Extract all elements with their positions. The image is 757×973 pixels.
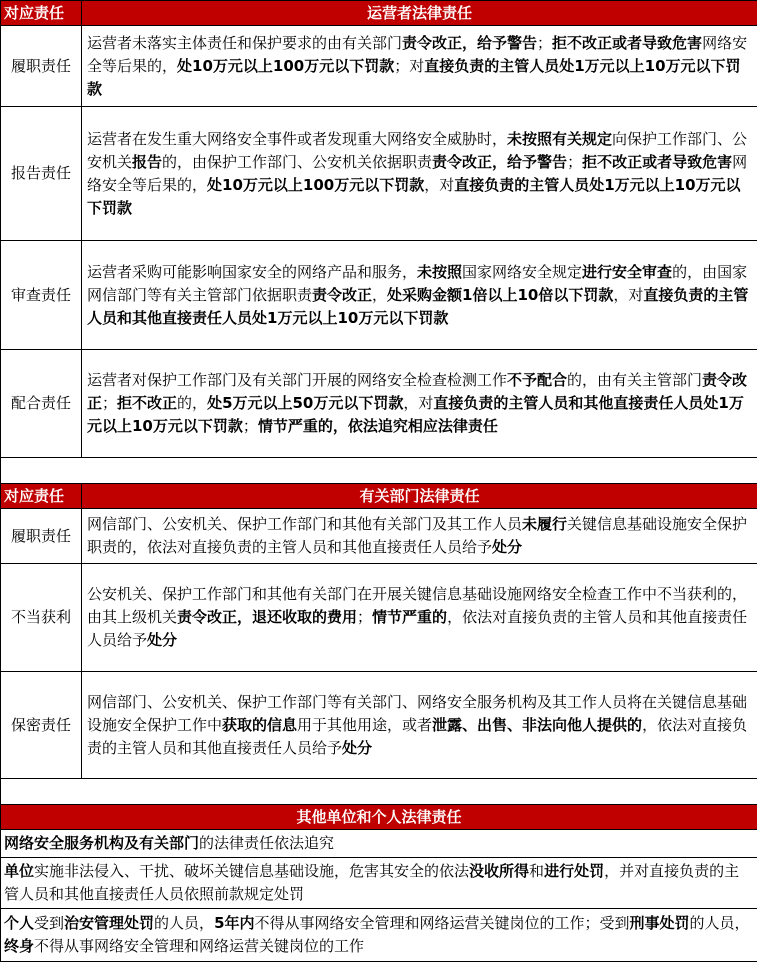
emphasis-text: 拒不改正 xyxy=(117,394,178,412)
spacer xyxy=(1,458,757,484)
row-label: 履职责任 xyxy=(1,509,82,564)
row-content xyxy=(82,241,757,350)
emphasis-text: 5年内 xyxy=(214,914,255,932)
emphasis-text: 报告 xyxy=(132,152,163,171)
body-text: 用于其他用途，或者 xyxy=(297,715,433,734)
body-text: 网络安全等后果的， xyxy=(87,33,748,75)
body-text: 公安机关、保护工作部门和其他有关部门在开展关键信息基础设施网络安全检查工作中不当获利的，由其上级机关 xyxy=(87,585,748,626)
emphasis-text: 进行处罚 xyxy=(544,862,605,880)
body-text: 网信部门、公安机关、保护工作部门等有关部门、网络安全服务机构及其工作人员将在关键信息基础设施安全保护工作中 xyxy=(87,692,748,734)
table-row xyxy=(1,241,757,350)
emphasis-text: 处5万元以上50万元以下罚款 xyxy=(207,394,404,412)
emphasis-text: 泄露、出售、非法向他人提供的 xyxy=(432,715,643,734)
emphasis-text: 不予配合 xyxy=(507,371,568,389)
row-content xyxy=(1,909,757,962)
body-text: 实施非法侵入、干扰、破坏关键信息基础设施，危害其安全的依法 xyxy=(34,862,470,880)
emphasis-text: 刑事处罚 xyxy=(629,914,690,932)
emphasis-text: 处采购金额1倍以上10倍以下罚款 xyxy=(387,285,614,304)
table-row xyxy=(1,564,757,672)
body-text: 的， xyxy=(177,394,208,412)
row-label: 保密责任 xyxy=(1,672,82,779)
emphasis-text: 未履行 xyxy=(522,515,568,533)
body-text: 不得从事网络安全管理和网络运营关键岗位的工作；受到 xyxy=(254,914,630,932)
emphasis-text: 单位 xyxy=(4,862,35,880)
body-text: ；对 xyxy=(394,56,425,75)
emphasis-text: 直接负责的主管人员和其他直接责任人员处1万元以上10万元以下罚款 xyxy=(87,394,744,435)
emphasis-text: 责令改正，退还收取的费用 xyxy=(177,608,358,626)
body-text: 运营者在发生重大网络安全事件或者发现重大网络安全威胁时， xyxy=(87,129,508,148)
emphasis-text: 情节严重的 xyxy=(372,608,448,626)
body-text: ，并对直接负责的主管人员和其他直接责任人员依照前款规定处罚 xyxy=(4,862,740,903)
emphasis-text: 处10万元以上100万元以下罚款 xyxy=(177,56,395,75)
body-text: 关键信息基础设施安全保护职责的，依法对直接负责的主管人员和其他直接责任人员给予 xyxy=(87,515,748,556)
table-row xyxy=(1,858,757,909)
emphasis-text: 拒不改正或者导致危害 xyxy=(552,33,703,52)
row-label: 审查责任 xyxy=(1,241,82,350)
body-text: 的法律责任依法追究 xyxy=(199,834,335,852)
emphasis-text: 直接负责的主管人员处1万元以上10万元以下罚款 xyxy=(87,56,741,98)
emphasis-text: 未按照 xyxy=(417,262,463,281)
body-text: ，对 xyxy=(424,175,455,194)
table-row xyxy=(1,672,757,779)
body-text: 运营者对保护工作部门及有关部门开展的网络安全检查检测工作 xyxy=(87,371,508,389)
row-content xyxy=(82,509,757,564)
emphasis-text: 未按照有关规定 xyxy=(507,129,613,148)
body-text: ，依法对直接负责的主管人员和其他直接责任人员给予 xyxy=(87,715,748,757)
body-text: 不得从事网络安全管理和网络运营关键岗位的工作 xyxy=(34,937,365,955)
emphasis-text: 个人 xyxy=(4,914,35,932)
emphasis-text: 进行安全审查 xyxy=(582,262,673,281)
section1-col-header: 对应责任 xyxy=(1,1,82,26)
emphasis-text: 处10万元以上100万元以下罚款 xyxy=(207,175,425,194)
section1-header-row xyxy=(1,1,757,26)
emphasis-text: 责令改正 xyxy=(87,371,748,412)
body-text: 和 xyxy=(529,862,545,880)
emphasis-text: 获取的信息 xyxy=(222,715,298,734)
body-text: ； xyxy=(357,608,373,626)
section2-title: 有关部门法律责任 xyxy=(82,484,757,509)
emphasis-text: 拒不改正或者导致危害 xyxy=(582,152,733,171)
row-content xyxy=(1,830,757,858)
spacer-row xyxy=(1,779,757,805)
emphasis-text: 责令改正，给予警告 xyxy=(432,152,568,171)
row-content xyxy=(82,350,757,458)
body-text: 网络安全等后果的， xyxy=(87,152,748,194)
body-text: 的人员， xyxy=(154,914,215,932)
body-text: 的，由保护工作部门、公安机关依据职责 xyxy=(162,152,433,171)
body-text: 向保护工作部门、公安机关 xyxy=(87,129,748,171)
table-row xyxy=(1,509,757,564)
body-text: ， xyxy=(372,285,388,304)
row-content xyxy=(82,672,757,779)
row-content xyxy=(82,564,757,672)
body-text: 的，由国家网信部门等有关主管部门依据职责 xyxy=(87,262,748,304)
emphasis-text: 治安管理处罚 xyxy=(64,914,155,932)
body-text: ，依法对直接负责的主管人员和其他直接责任人员给予 xyxy=(87,608,748,649)
section1-title: 运营者法律责任 xyxy=(82,1,757,26)
body-text: 的人员， xyxy=(689,914,750,932)
table-row xyxy=(1,107,757,241)
emphasis-text: 直接负责的主管人员和其他直接责任人员处1万元以上10万元以下罚款 xyxy=(87,285,749,327)
section2-header-row xyxy=(1,484,757,509)
emphasis-text: 终身 xyxy=(4,937,35,955)
body-text: 运营者未落实主体责任和保护要求的由有关部门 xyxy=(87,33,403,52)
emphasis-text: 直接负责的主管人员处1万元以上10万元以下罚款 xyxy=(87,175,741,217)
spacer-row xyxy=(1,458,757,484)
emphasis-text: 没收所得 xyxy=(469,862,530,880)
row-content xyxy=(1,858,757,909)
row-content xyxy=(82,26,757,107)
section3-header-row xyxy=(1,805,757,830)
body-text: ； xyxy=(537,33,553,52)
row-label: 不当获利 xyxy=(1,564,82,672)
table-row xyxy=(1,350,757,458)
body-text: 网信部门、公安机关、保护工作部门和其他有关部门及其工作人员 xyxy=(87,515,523,533)
table-row xyxy=(1,830,757,858)
section2-col-header: 对应责任 xyxy=(1,484,82,509)
section3-title: 其他单位和个人法律责任 xyxy=(1,805,757,830)
table-row xyxy=(1,909,757,962)
body-text: ； xyxy=(567,152,583,171)
spacer xyxy=(1,779,757,805)
row-label: 报告责任 xyxy=(1,107,82,241)
emphasis-text: 网络安全服务机构及有关部门 xyxy=(4,834,200,852)
body-text: 的，由有关主管部门 xyxy=(567,371,703,389)
emphasis-text: 情节严重的，依法追究相应法律责任 xyxy=(257,417,498,435)
emphasis-text: 处分 xyxy=(492,538,523,556)
row-label: 履职责任 xyxy=(1,26,82,107)
emphasis-text: 责令改正 xyxy=(312,285,373,304)
table-row xyxy=(1,26,757,107)
emphasis-text: 责令改正，给予警告 xyxy=(402,33,538,52)
body-text: ； xyxy=(102,394,118,412)
body-text: 受到 xyxy=(34,914,65,932)
body-text: ； xyxy=(242,417,258,435)
row-content xyxy=(82,107,757,241)
emphasis-text: 处分 xyxy=(147,631,178,649)
body-text: ，对 xyxy=(403,394,434,412)
row-label: 配合责任 xyxy=(1,350,82,458)
body-text: 运营者采购可能影响国家安全的网络产品和服务， xyxy=(87,262,418,281)
body-text: ，对 xyxy=(613,285,644,304)
body-text: 国家网络安全规定 xyxy=(462,262,583,281)
emphasis-text: 处分 xyxy=(342,738,373,757)
